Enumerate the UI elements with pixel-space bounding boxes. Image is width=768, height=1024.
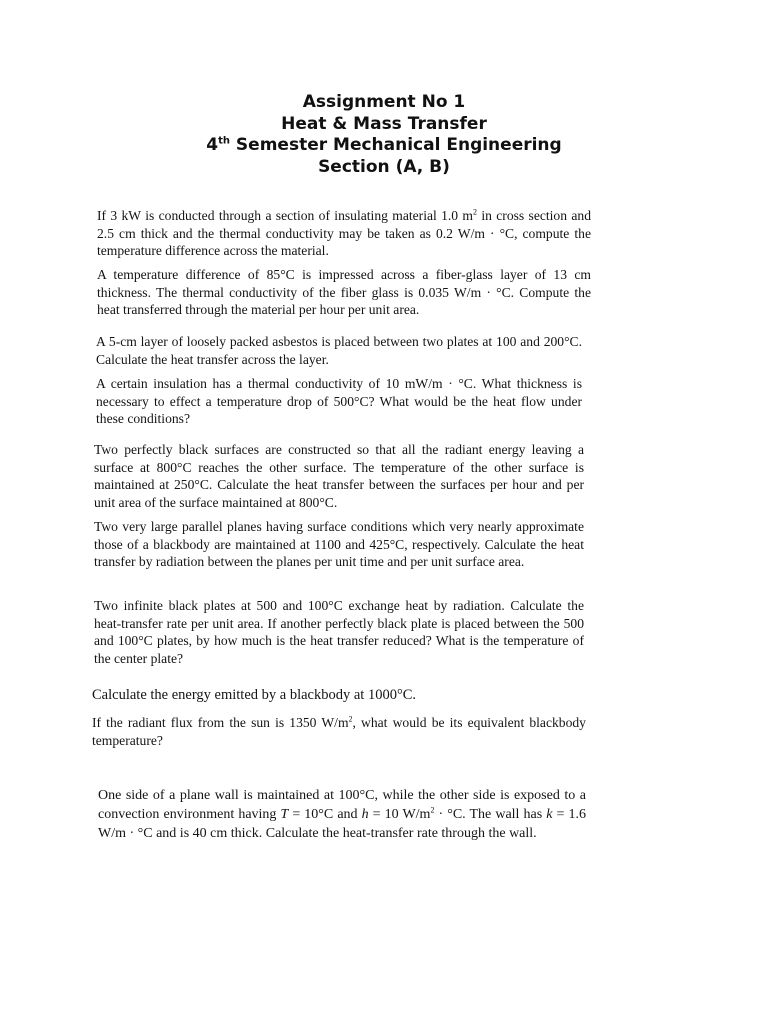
- question-10: One side of a plane wall is maintained at 100°C, while the other side is exposed to a convection environment having T = 10°C and h = 10 $W/m^2 \cdot ^\circ C$. The wall has k = 1.6 W/m · °C and is 40 cm thick. Calculate the heat-transfer rate through the wall.: [98, 788, 586, 841]
- course-title: Heat & Mass Transfer: [281, 113, 487, 134]
- question-4: A certain insulation has a thermal conductivity of 10 mW/m · °C. What thickness is necessary to effect a temperature drop of 500°C? What would be the heat flow under these conditions?: [96, 376, 582, 426]
- semester-text: Semester Mechanical Engineering: [230, 135, 562, 155]
- question-5: Two perfectly black surfaces are constructed so that all the radiant energy leaving a surface at 800°C reaches the other surface. The temperature of the other surface is maintained at 250°C. Calculate the heat transfer between the surfaces per hour and per unit area of the surface maintained at 800°C.: [94, 442, 584, 510]
- semester-number: 4: [206, 135, 219, 155]
- question-8: Calculate the energy emitted by a blackbody at 1000°C.: [92, 687, 417, 703]
- question-7: Two infinite black plates at 500 and 100°C exchange heat by radiation. Calculate the heat-transfer rate per unit area. If another perfectly black plate is placed between the 500 and 100°C plates, by how much is the heat transfer reduced? What is the temperature of the center plate?: [94, 598, 584, 666]
- section-line: Section (A, B): [318, 156, 450, 177]
- question-3: A 5-cm layer of loosely packed asbestos is placed between two plates at 100 and 200°C. Calculate the heat transfer across the layer.: [96, 334, 582, 367]
- question-6: Two very large parallel planes having surface conditions which very nearly approximate those of a blackbody are maintained at 1100 and 425°C, respectively. Calculate the heat transfer by radiation between the planes per unit time and per unit surface area.: [94, 519, 584, 569]
- assignment-title: Assignment No 1: [302, 92, 466, 112]
- question-2: A temperature difference of 85°C is impressed across a fiber-glass layer of 13 cm thickness. The thermal conductivity of the fiber glass is 0.035 W/m · °C. Compute the heat transferred through the material per hour per unit area.: [97, 267, 591, 317]
- semester-ordinal-suffix: th: [218, 135, 231, 147]
- question-1: If 3 kW is conducted through a section of insulating material 1.0 $m^2$ in cross section and 2.5 cm thick and the thermal conductivity may be taken as 0.2 W/m · °C, compute the temperature difference across the material.: [97, 207, 591, 258]
- semester-line: [0, 135, 768, 157]
- assignment-header: [0, 92, 768, 178]
- question-9: If the radiant flux from the sun is 1350 $W/m^2$, what would be its equivalent blackbody temperature?: [92, 714, 586, 748]
